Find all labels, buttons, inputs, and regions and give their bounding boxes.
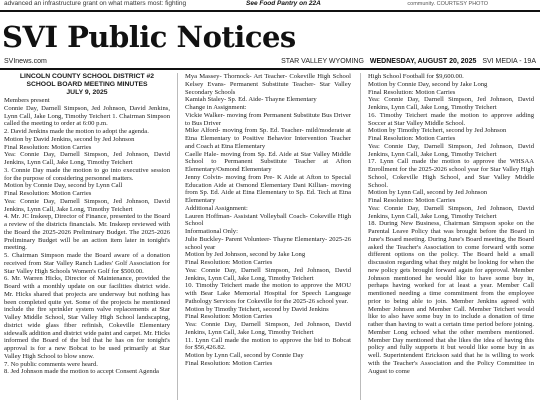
- top-rule: [0, 10, 540, 12]
- notice-paragraph: Yea: Connie Day, Darnell Simpson, Jed Johnson, David Jenkins, Lynn Call, Jake Long, Timothy Teichert: [185, 266, 351, 282]
- masthead-rule: [0, 68, 540, 70]
- notice-column-3: [368, 73, 534, 400]
- site-link[interactable]: SVInews.com: [4, 58, 47, 65]
- notice-paragraph: Julie Buckley- Parent Volunteer- Thayne Elementary- 2025-26 school year: [185, 235, 351, 251]
- notice-column-1: [4, 73, 170, 400]
- notice-paragraph: Yea: Connie Day, Darnell Simpson, Jed Johnson, David Jenkins, Lynn Call, Jake Long, Timothy Teichert: [4, 151, 170, 166]
- section-heading: SCHOOL BOARD MEETING MINUTES: [26, 81, 148, 88]
- notice-paragraph: Connie Day, Darnell Simpson, Jed Johnson, David Jenkins, Lynn Call, Jake Long, Timothy Teichert 1. Chairman Simpson called the meeting to order at 6:00 p.m.: [4, 104, 170, 128]
- notice-paragraph: Motion by Connie Day, second by Lynn Call: [4, 182, 123, 190]
- section-heading: LINCOLN COUNTY SCHOOL DISTRICT #2: [19, 73, 155, 80]
- notice-paragraph: 17. Lynn Call made the motion to approve the WHSAA Enrollment for the 2025-2026 school year for Star Valley High School, Cokeville High School, and Star Valley Middle School.: [368, 158, 534, 189]
- notice-paragraph: Yea: Connie Day, Darnell Simpson, Jed Johnson, David Jenkins, Lynn Call, Jake Long, Timothy Teichert: [4, 197, 170, 213]
- notice-paragraph: Motion by David Jenkins, second by Jed Johnson: [4, 135, 135, 143]
- notice-paragraph: Informational Only:: [185, 228, 238, 235]
- notice-paragraph: Motion by Connie Day, second by Jake Long: [368, 80, 488, 88]
- notice-paragraph: Motion by Lynn Call, second by Jed Johnson: [368, 189, 488, 197]
- notice-paragraph: 16. Timothy Teichert made the motion to approve adding Soccer at Star Valley Middle School.: [368, 111, 534, 127]
- notice-paragraph: High School Football for $9,600.00.: [368, 73, 464, 80]
- notice-paragraph: Final Resolution: Motion Carries: [185, 359, 273, 367]
- notice-paragraph: 11. Lynn Call made the motion to approve the bid to Bobcat for $56,426.82.: [185, 336, 351, 352]
- notice-paragraph: Final Resolution: Motion Carries: [368, 88, 456, 96]
- folio-date: WEDNESDAY, AUGUST 20, 2025: [369, 58, 477, 65]
- notice-paragraph: Motion by Timothy Teichert, second by Jed Johnson: [368, 127, 507, 135]
- notice-paragraph: Yea: Connie Day, Darnell Simpson, Jed Johnson, David Jenkins, Lynn Call, Jake Long, Timothy Teichert: [368, 142, 534, 158]
- section-heading: JULY 9, 2025: [66, 89, 108, 96]
- notice-paragraph: Members present: [4, 97, 50, 104]
- notice-paragraph: Final Resolution: Motion Carries: [185, 259, 273, 266]
- folio-page: SVI MEDIA - 19A: [482, 58, 536, 65]
- notice-paragraph: Final Resolution: Motion Carries: [368, 135, 456, 142]
- folio-location: STAR VALLEY WYOMING: [281, 58, 364, 65]
- notice-paragraph: Final Resolution: Motion Carries: [4, 143, 92, 151]
- teaser-left-text: advanced an infrastructure grant on what matters most: fighting: [4, 0, 187, 7]
- notice-paragraph: 4. Mr. JC Inskeep, Director of Finance, presented to the Board a review of the districts financials. Mr. Inskeep reviewed with the Board the 2025-2026 Preliminary Budget. The 2025-2026 Preliminary Budget will be an action item later in tonight's meeting.: [4, 213, 170, 252]
- notice-paragraph: Final Resolution: Motion Carries: [4, 190, 92, 197]
- photo-credit: community. COURTESY PHOTO: [407, 1, 488, 7]
- notice-paragraph: Yea: Connie Day, Darnell Simpson, Jed Johnson, David Jenkins, Lynn Call, Jake Long, Timothy Teichert: [368, 96, 534, 111]
- notice-paragraph: 10. Timothy Teichert made the motion to approve the MOU with Bear Lake Memorial Hospital for Speech Language Pathology Services for Cokeville for the 2025-26 school year.: [185, 282, 351, 305]
- notice-paragraph: Mya Massey- Thornock- Art Teacher- Cokeville High School Kelsey Evans- Permanent Substitute Teacher- Star Valley Secondary Schools: [185, 73, 351, 96]
- column-divider: [360, 73, 361, 400]
- notice-paragraph: 3. Connie Day made the motion to go into executive session for the purpose of considering personnel matters.: [4, 166, 170, 182]
- notice-paragraph: Final Resolution: Motion Carries: [368, 197, 456, 204]
- notice-paragraph: Lauren Hoffman- Assistant Volleyball Coach- Cokeville High School: [185, 212, 351, 228]
- notice-paragraph: Kamiah Staley- Sp. Ed. Aide- Thayne Elementary: [185, 96, 317, 104]
- teaser-strip: [0, 0, 540, 10]
- notice-paragraph: Motion by Timothy Teichert, second by David Jenkins: [185, 305, 329, 313]
- notice-paragraph: Jenny Colvin- moving from Pre- K Aide at Afton to Special Education Aide at Osmond Elementary Dani Killian- moving from Sp. Ed. Aide at Etna Elementary to Sp. Ed. Tech at Etna Elementary: [185, 173, 351, 204]
- notice-paragraph: 5. Chairman Simpson made the Board aware of a donation received from Star Valley Ranch Ladies' Golf Association for Star Valley High Schools Women's Golf for $500.00.: [4, 252, 170, 275]
- notice-paragraph: Motion by Jed Johnson, second by Jake Long: [185, 251, 306, 259]
- notice-paragraph: Caelle Hale- moving from Sp. Ed. Aide at Star Valley Middle School to Permanent Substitute Teacher at Afton Elementary/Osmond Elementary: [185, 150, 351, 173]
- notice-paragraph: 6. Mr. Warren Hicks, Director of Maintenance, provided the Board with a monthly update on our facilities district wide. Mr. Hicks shared that projects are underway but nothing has been completed quite yet. Some of the projects he mentioned include the fire sprinkler system valve replacements at Star Valley Middle School, Star Valley High School landscaping, district wide glass fiber refinish, Cokeville Elementary sidewalk addition and district wide paint and carpet. Mr. Hicks informed the Board of the bid that he has on for tonight's approval is for a new Bobcat to be used primarily at Star Valley High School to blow snow.: [4, 275, 170, 360]
- column-divider: [177, 73, 178, 400]
- teaser-link[interactable]: See Food Pantry on 22A: [246, 0, 321, 7]
- notice-paragraph: Yea: Connie Day, Darnell Simpson, Jed Johnson, David Jenkins, Lynn Call, Jake Long, Timothy Teichert: [368, 204, 534, 220]
- page-title: SVI Public Notices: [2, 20, 296, 54]
- notice-paragraph: Motion by Lynn Call, second by Connie Day: [185, 352, 304, 359]
- notice-paragraph: 8. Jed Johnson made the motion to accept Consent Agenda: [4, 368, 159, 376]
- notice-paragraph: Change in Assignment:: [185, 104, 247, 111]
- folio-line: [277, 58, 536, 65]
- notice-column-2: [185, 73, 351, 400]
- notice-paragraph: Mike Alford- moving from Sp. Ed. Teacher- mild/moderate at Etna Elementary to Positive Behavior Intervention Teacher and Coach at Etna Elementary: [185, 127, 351, 150]
- notice-paragraph: 7. No public comments were heard.: [4, 360, 98, 368]
- notice-paragraph: 2. David Jenkins made the motion to adopt the agenda.: [4, 128, 149, 135]
- notice-paragraph: Final Resolution: Motion Carries: [185, 313, 273, 321]
- notice-paragraph: Vickie Walker- moving from Permanent Substitute Bus Driver to Bus Driver: [185, 111, 351, 127]
- notice-paragraph: 18. During New Business, Chairman Simpson spoke on the Parental Leave Policy that was brought before the Board in June's Board meeting. During June's Board meeting, the Board asked the Teacher's Association to come forward with some different options on the policy. The Board held a small discussion regarding what they might be looking for when the new policy gets brought forward again for approval. Member Johnson mentioned he would like to have some buy in, perhaps having worked for at least a year. Member Call mentioned needing a time commitment from the employee prior to being able to join. Member Jenkins agreed with Member Johnson and Member Call. Member Teichert would like to also have some buy in to include a donation of time rather than having to wait a certain time period before joining. Member Long echoed what the other members mentioned. Member Day mentioned that she likes the idea of having this policy and fully supports it but would like some buy in as well. Superintendent Erickson said that he is willing to work with the Teacher's Association and the Policy Committee in August to come: [368, 220, 534, 375]
- notice-paragraph: Yea: Connie Day, Darnell Simpson, Jed Johnson, David Jenkins, Lynn Call, Jake Long, Timothy Teichert: [185, 321, 351, 336]
- notice-paragraph: Additional Assignment:: [185, 204, 248, 212]
